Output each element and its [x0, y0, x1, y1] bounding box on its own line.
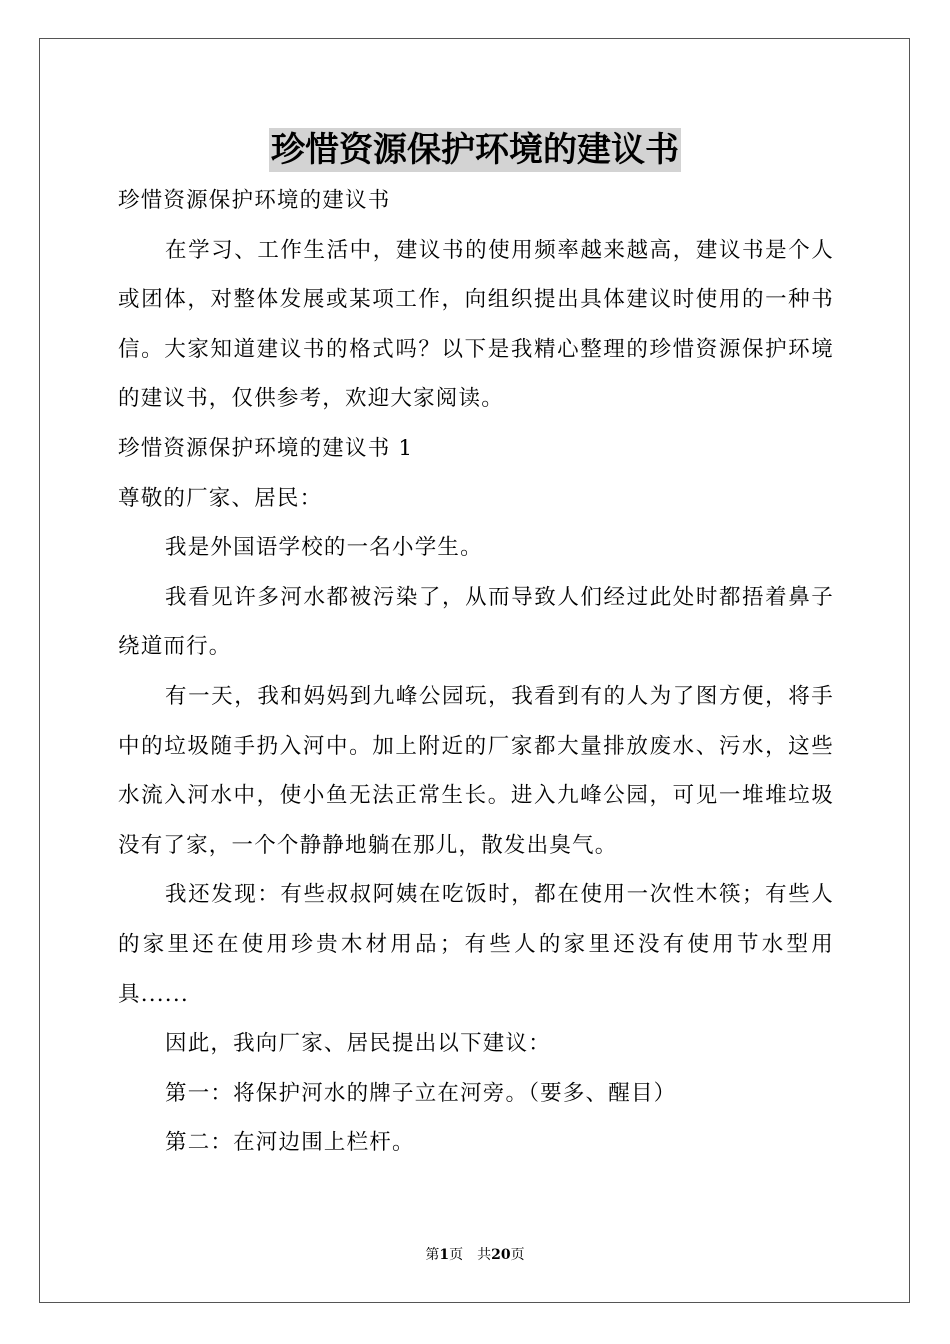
paragraph: 我还发现：有些叔叔阿姨在吃饭时，都在使用一次性木筷；有些人的家里还在使用珍贵木材用品；有些人的家里还没有使用节水型用具......	[118, 882, 834, 1007]
document-body	[118, 176, 834, 1168]
footer-prefix: 第	[425, 1247, 440, 1263]
page-footer	[0, 1246, 950, 1264]
footer-suffix: 页	[510, 1247, 525, 1263]
paragraph: 珍惜资源保护环境的建议书	[118, 188, 391, 213]
paragraph: 我是外国语学校的一名小学生。	[165, 535, 483, 561]
page-total: 20	[491, 1247, 511, 1263]
salutation: 尊敬的厂家、居民：	[118, 485, 323, 511]
page-number: 1	[439, 1247, 450, 1263]
paragraph: 有一天，我和妈妈到九峰公园玩，我看到有的人为了图方便，将手中的垃圾随手扔入河中。加上附近的厂家都大量排放废水、污水，这些水流入河水中，使小鱼无法正常生长。进入九峰公园，可见一堆堆垃圾没有了家，一个个静静地躺在那儿，散发出臭气。	[118, 683, 834, 858]
section-heading: 珍惜资源保护环境的建议书 1	[118, 435, 414, 461]
paragraph: 因此，我向厂家、居民提出以下建议：	[165, 1031, 551, 1057]
document-title: 珍惜资源保护环境的建议书	[271, 130, 679, 170]
paragraph: 第二：在河边围上栏杆。	[165, 1130, 415, 1156]
title-container	[0, 128, 950, 172]
paragraph: 在学习、工作生活中，建议书的使用频率越来越高，建议书是个人或团体，对整体发展或某项工作，向组织提出具体建议时使用的一种书信。大家知道建议书的格式吗？以下是我精心整理的珍惜资源保护环境的建议书，仅供参考，欢迎大家阅读。	[118, 237, 834, 412]
paragraph: 第一：将保护河水的牌子立在河旁。（要多、醒目）	[165, 1080, 677, 1106]
paragraph: 我看见许多河水都被污染了，从而导致人们经过此处时都捂着鼻子绕道而行。	[118, 584, 834, 660]
footer-mid: 页 共	[449, 1247, 492, 1263]
